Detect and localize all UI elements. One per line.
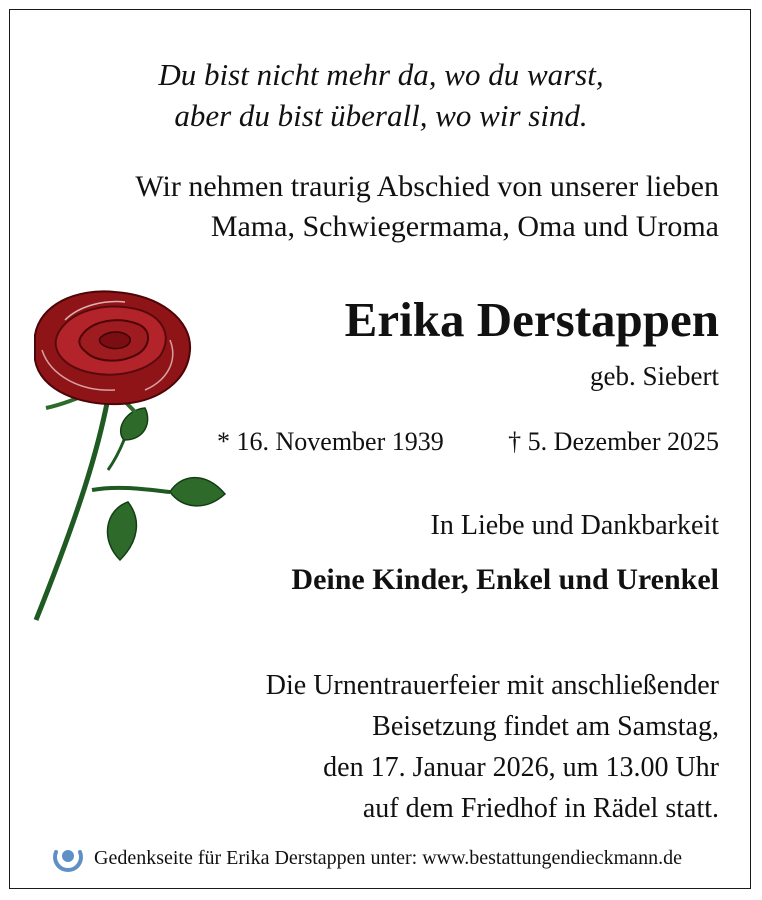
ceremony-line-1: Die Urnentrauerfeier mit anschließender [265, 670, 719, 701]
mourners-line-1: In Liebe und Dankbarkeit [430, 510, 719, 541]
rose-branch [92, 488, 170, 492]
deceased-name: Erika Derstappen [344, 292, 719, 347]
ceremony-line-2: Beisetzung findet am Samstag, [372, 711, 719, 742]
intro-line-2: Mama, Schwiegermama, Oma und Uroma [210, 210, 719, 243]
ceremony-line-4: auf dem Friedhof in Rädel statt. [362, 793, 719, 824]
rose-blossom [35, 291, 190, 404]
quote-line-1: Du bist nicht mehr da, wo du warst, [158, 57, 604, 92]
rose-stem [36, 398, 108, 620]
rose-illustration [20, 280, 230, 630]
leaf-icon [108, 502, 137, 560]
leaf-icon [170, 478, 225, 506]
death-date: † 5. Dezember 2025 [508, 427, 719, 456]
memorial-page-note: Gedenkseite für Erika Derstappen unter: www.bestattungendieckmann.de [94, 847, 682, 869]
memorial-logo-icon [51, 840, 85, 874]
ceremony-line-3: den 17. Januar 2026, um 13.00 Uhr [323, 752, 719, 783]
quote-line-2: aber du bist überall, wo wir sind. [174, 98, 588, 133]
mourners-line-2: Deine Kinder, Enkel und Urenkel [291, 563, 719, 596]
birth-date: * 16. November 1939 [217, 427, 444, 456]
obituary-card [9, 9, 751, 889]
maiden-name: geb. Siebert [590, 361, 719, 391]
intro-line-1: Wir nehmen traurig Abschied von unserer lieben [135, 170, 719, 203]
